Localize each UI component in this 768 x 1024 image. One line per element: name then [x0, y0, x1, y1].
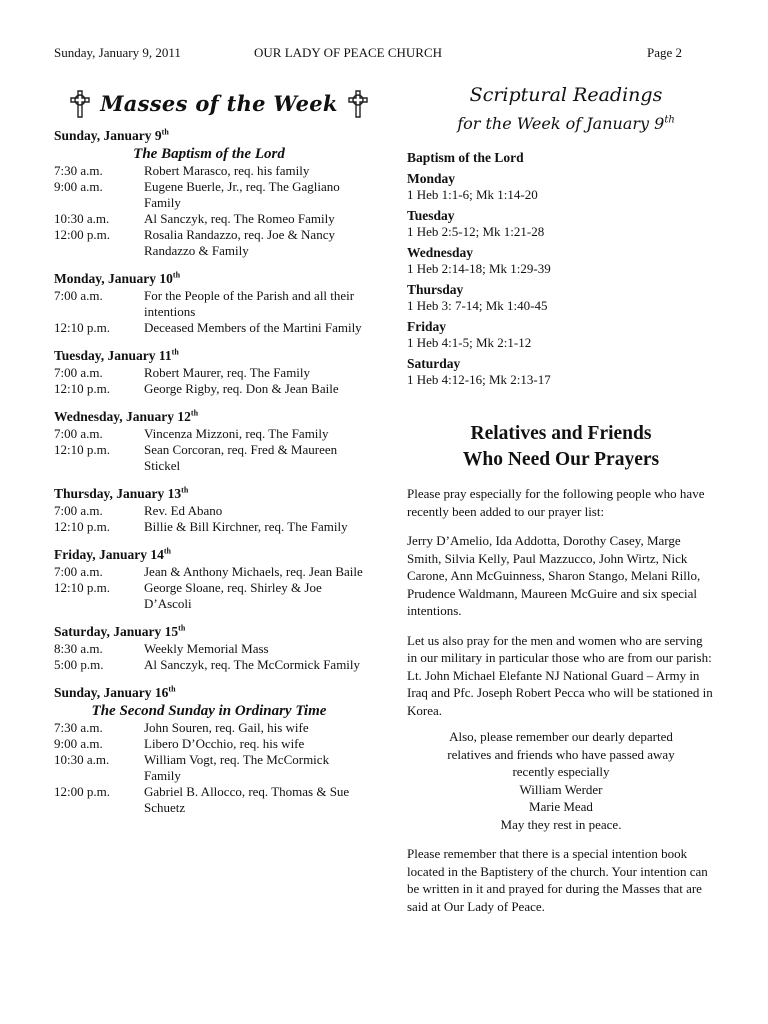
readings-subtitle-sup: th — [664, 114, 675, 126]
readings-title: Scriptural Readings — [469, 84, 663, 106]
mass-entry — [54, 580, 394, 612]
mass-intention: Al Sanczyk, req. The Romeo Family — [144, 211, 335, 226]
reading-reference: 1 Heb 4:12-16; Mk 2:13-17 — [407, 372, 551, 387]
mass-day-sup: th — [171, 347, 179, 357]
mass-time: 10:30 a.m. — [54, 752, 110, 767]
masses-title: Masses of the Week — [100, 91, 338, 116]
mass-day-heading — [54, 547, 394, 564]
mass-entry — [54, 426, 394, 442]
mass-time: 10:30 a.m. — [54, 211, 110, 226]
mass-intention: Robert Maurer, req. The Family — [144, 365, 311, 380]
reading-day: Monday — [407, 171, 456, 186]
mass-entry — [54, 752, 394, 784]
mass-day-sup: th — [172, 270, 181, 280]
mass-day-heading — [54, 486, 394, 503]
mass-day-label: Sunday, January 9 — [54, 128, 162, 143]
prayer-intro-paragraph: Please pray especially for the following people who have recently been added to our prayer list: — [407, 486, 705, 519]
mass-day-label: Tuesday, January 11 — [54, 348, 172, 363]
mass-intention: William Vogt, req. The McCormick Family — [144, 752, 330, 783]
mass-intention: Rev. Ed Abano — [144, 503, 223, 518]
mass-intention: Robert Marasco, req. his family — [144, 163, 310, 178]
mass-day-heading — [54, 624, 394, 641]
mass-day-label: Wednesday, January 12 — [54, 409, 191, 424]
mass-day — [54, 271, 394, 336]
remembrance-line: May they rest in peace. — [500, 816, 622, 832]
mass-intention: Weekly Memorial Mass — [144, 641, 269, 656]
mass-entry — [54, 227, 394, 259]
mass-intention: For the People of the Parish and all their intentions — [144, 288, 355, 319]
reading-reference: 1 Heb 2:14-18; Mk 1:29-39 — [407, 261, 551, 276]
mass-day-label: Sunday, January 16 — [54, 685, 169, 700]
mass-intention: Jean & Anthony Michaels, req. Jean Baile — [144, 564, 363, 579]
right-column — [407, 82, 715, 915]
mass-day-sup: th — [178, 623, 186, 633]
reading-reference: 1 Heb 2:5-12; Mk 1:21-28 — [407, 224, 545, 239]
feast-title: The Baptism of the Lord — [133, 146, 285, 162]
mass-entry — [54, 381, 394, 397]
mass-entry — [54, 784, 394, 816]
reading-day: Friday — [407, 319, 446, 334]
mass-entry — [54, 442, 394, 474]
mass-day — [54, 547, 394, 612]
readings-heading: Baptism of the Lord — [407, 150, 524, 165]
mass-entry — [54, 365, 394, 381]
celtic-cross-icon — [348, 90, 368, 118]
reading-reference: 1 Heb 1:1-6; Mk 1:14-20 — [407, 187, 538, 202]
mass-time: 9:00 a.m. — [54, 179, 103, 194]
mass-time: 12:10 p.m. — [54, 320, 110, 335]
mass-time: 7:00 a.m. — [54, 365, 103, 380]
mass-time: 7:00 a.m. — [54, 426, 103, 441]
mass-day — [54, 624, 394, 673]
header-church-name: OUR LADY OF PEACE CHURCH — [254, 45, 443, 60]
reading-day: Thursday — [407, 282, 464, 297]
prayers-title-line2: Who Need Our Prayers — [462, 449, 660, 470]
mass-day-label: Saturday, January 15 — [54, 624, 179, 639]
readings-subtitle — [417, 112, 715, 136]
mass-time: 12:00 p.m. — [54, 784, 110, 799]
prayers-title — [407, 421, 715, 473]
mass-time: 9:00 a.m. — [54, 736, 103, 751]
mass-day — [54, 348, 394, 397]
remembrance-block — [407, 728, 715, 833]
remembrance-line: Marie Mead — [529, 799, 593, 814]
feast-title: The Second Sunday in Ordinary Time — [91, 703, 327, 719]
mass-time: 8:30 a.m. — [54, 641, 103, 656]
mass-time: 12:10 p.m. — [54, 580, 110, 595]
mass-day — [54, 128, 394, 259]
mass-intention: Rosalia Randazzo, req. Joe & Nancy Randazzo & Family — [144, 227, 335, 258]
mass-intention: George Sloane, req. Shirley & Joe D’Ascoli — [144, 580, 322, 611]
mass-time: 7:30 a.m. — [54, 720, 103, 735]
mass-intention: Libero D’Occhio, req. his wife — [144, 736, 305, 751]
mass-entry — [54, 179, 394, 211]
mass-time: 12:10 p.m. — [54, 442, 110, 457]
mass-entry — [54, 657, 394, 673]
mass-day-sup: th — [163, 546, 172, 556]
mass-day-heading — [54, 348, 394, 365]
mass-time: 12:10 p.m. — [54, 381, 110, 396]
mass-entry — [54, 503, 394, 519]
mass-time: 12:00 p.m. — [54, 227, 110, 242]
reading-day: Saturday — [407, 356, 461, 371]
remembrance-line: recently especially — [512, 764, 610, 779]
mass-day-sup: th — [181, 485, 189, 495]
mass-day-label: Thursday, January 13 — [54, 486, 182, 501]
readings-list — [407, 171, 715, 388]
mass-time: 5:00 p.m. — [54, 657, 104, 672]
mass-intention: Al Sanczyk, req. The McCormick Family — [144, 657, 361, 672]
readings-subtitle-text: for the Week of January 9 — [457, 114, 665, 133]
remembrance-line: relatives and friends who have passed away — [447, 746, 675, 762]
mass-intention: Deceased Members of the Martini Family — [144, 320, 362, 335]
mass-day-label: Monday, January 10 — [54, 271, 173, 286]
mass-day — [54, 685, 394, 816]
celtic-cross-icon — [70, 90, 90, 118]
mass-entry — [54, 288, 394, 320]
mass-intention: George Rigby, req. Don & Jean Baile — [144, 381, 339, 396]
prayer-list-paragraph: Jerry D’Amelio, Ida Addotta, Dorothy Casey, Marge Smith, Silvia Kelly, Paul Mazzucco, John Wirtz, Nick Carone, Ann McGuinness, Sharon Stango, Melani Rillo, Prudence Waldmann, Maureen McGuire and six special intentions. — [407, 533, 701, 618]
mass-day-sup: th — [168, 684, 176, 694]
mass-day-sup: th — [190, 408, 199, 418]
mass-day-heading — [54, 128, 394, 145]
mass-day — [54, 486, 394, 535]
mass-time: 7:00 a.m. — [54, 288, 103, 303]
remembrance-line: Also, please remember our dearly departed — [449, 729, 673, 744]
page-header — [54, 45, 682, 63]
header-page-number: Page 2 — [646, 45, 682, 60]
mass-time: 7:00 a.m. — [54, 503, 103, 518]
mass-schedule — [54, 128, 394, 816]
mass-intention: John Souren, req. Gail, his wife — [144, 720, 309, 735]
reading-day: Tuesday — [407, 208, 455, 223]
mass-intention: Billie & Bill Kirchner, req. The Family — [144, 519, 348, 534]
mass-day-heading — [54, 685, 394, 702]
prayers-title-line1: Relatives and Friends — [470, 423, 652, 444]
mass-day — [54, 409, 394, 474]
reading-reference: 1 Heb 4:1-5; Mk 2:1-12 — [407, 335, 532, 350]
mass-day-heading — [54, 409, 394, 426]
mass-day-label: Friday, January 14 — [54, 547, 164, 562]
mass-entry — [54, 720, 394, 736]
reading-day: Wednesday — [407, 245, 474, 260]
mass-day-heading — [54, 271, 394, 288]
mass-entry — [54, 564, 394, 580]
mass-time: 7:00 a.m. — [54, 564, 103, 579]
reading-reference: 1 Heb 3: 7-14; Mk 1:40-45 — [407, 298, 548, 313]
mass-intention: Eugene Buerle, Jr., req. The Gagliano Family — [144, 179, 340, 210]
mass-entry — [54, 641, 394, 657]
remembrance-line: William Werder — [519, 781, 603, 797]
military-paragraph: Let us also pray for the men and women who are serving in our military in particular those who are from our parish: Lt. John Michael Elefante NJ National Guard – Army in Iraq and Pfc. Joseph Robert Pecca who will be stationed in Korea. — [407, 632, 713, 718]
masses-column — [54, 82, 394, 816]
mass-intention: Sean Corcoran, req. Fred & Maureen Stickel — [144, 442, 338, 473]
mass-intention: Gabriel B. Allocco, req. Thomas & Sue Schuetz — [144, 784, 350, 815]
mass-time: 12:10 p.m. — [54, 519, 110, 534]
mass-entry — [54, 163, 394, 179]
mass-day-sup: th — [161, 127, 169, 137]
mass-intention: Vincenza Mizzoni, req. The Family — [144, 426, 329, 441]
header-date: Sunday, January 9, 2011 — [54, 45, 181, 60]
masses-heading — [44, 82, 394, 126]
intention-book-paragraph: Please remember that there is a special intention book located in the Baptistery of the church. Your intention can be written in it and prayed for during the Masses that are said at Our Lady of Peace. — [407, 846, 708, 914]
mass-entry — [54, 320, 394, 336]
mass-entry — [54, 519, 394, 535]
mass-time: 7:30 a.m. — [54, 163, 103, 178]
mass-entry — [54, 211, 394, 227]
mass-entry — [54, 736, 394, 752]
